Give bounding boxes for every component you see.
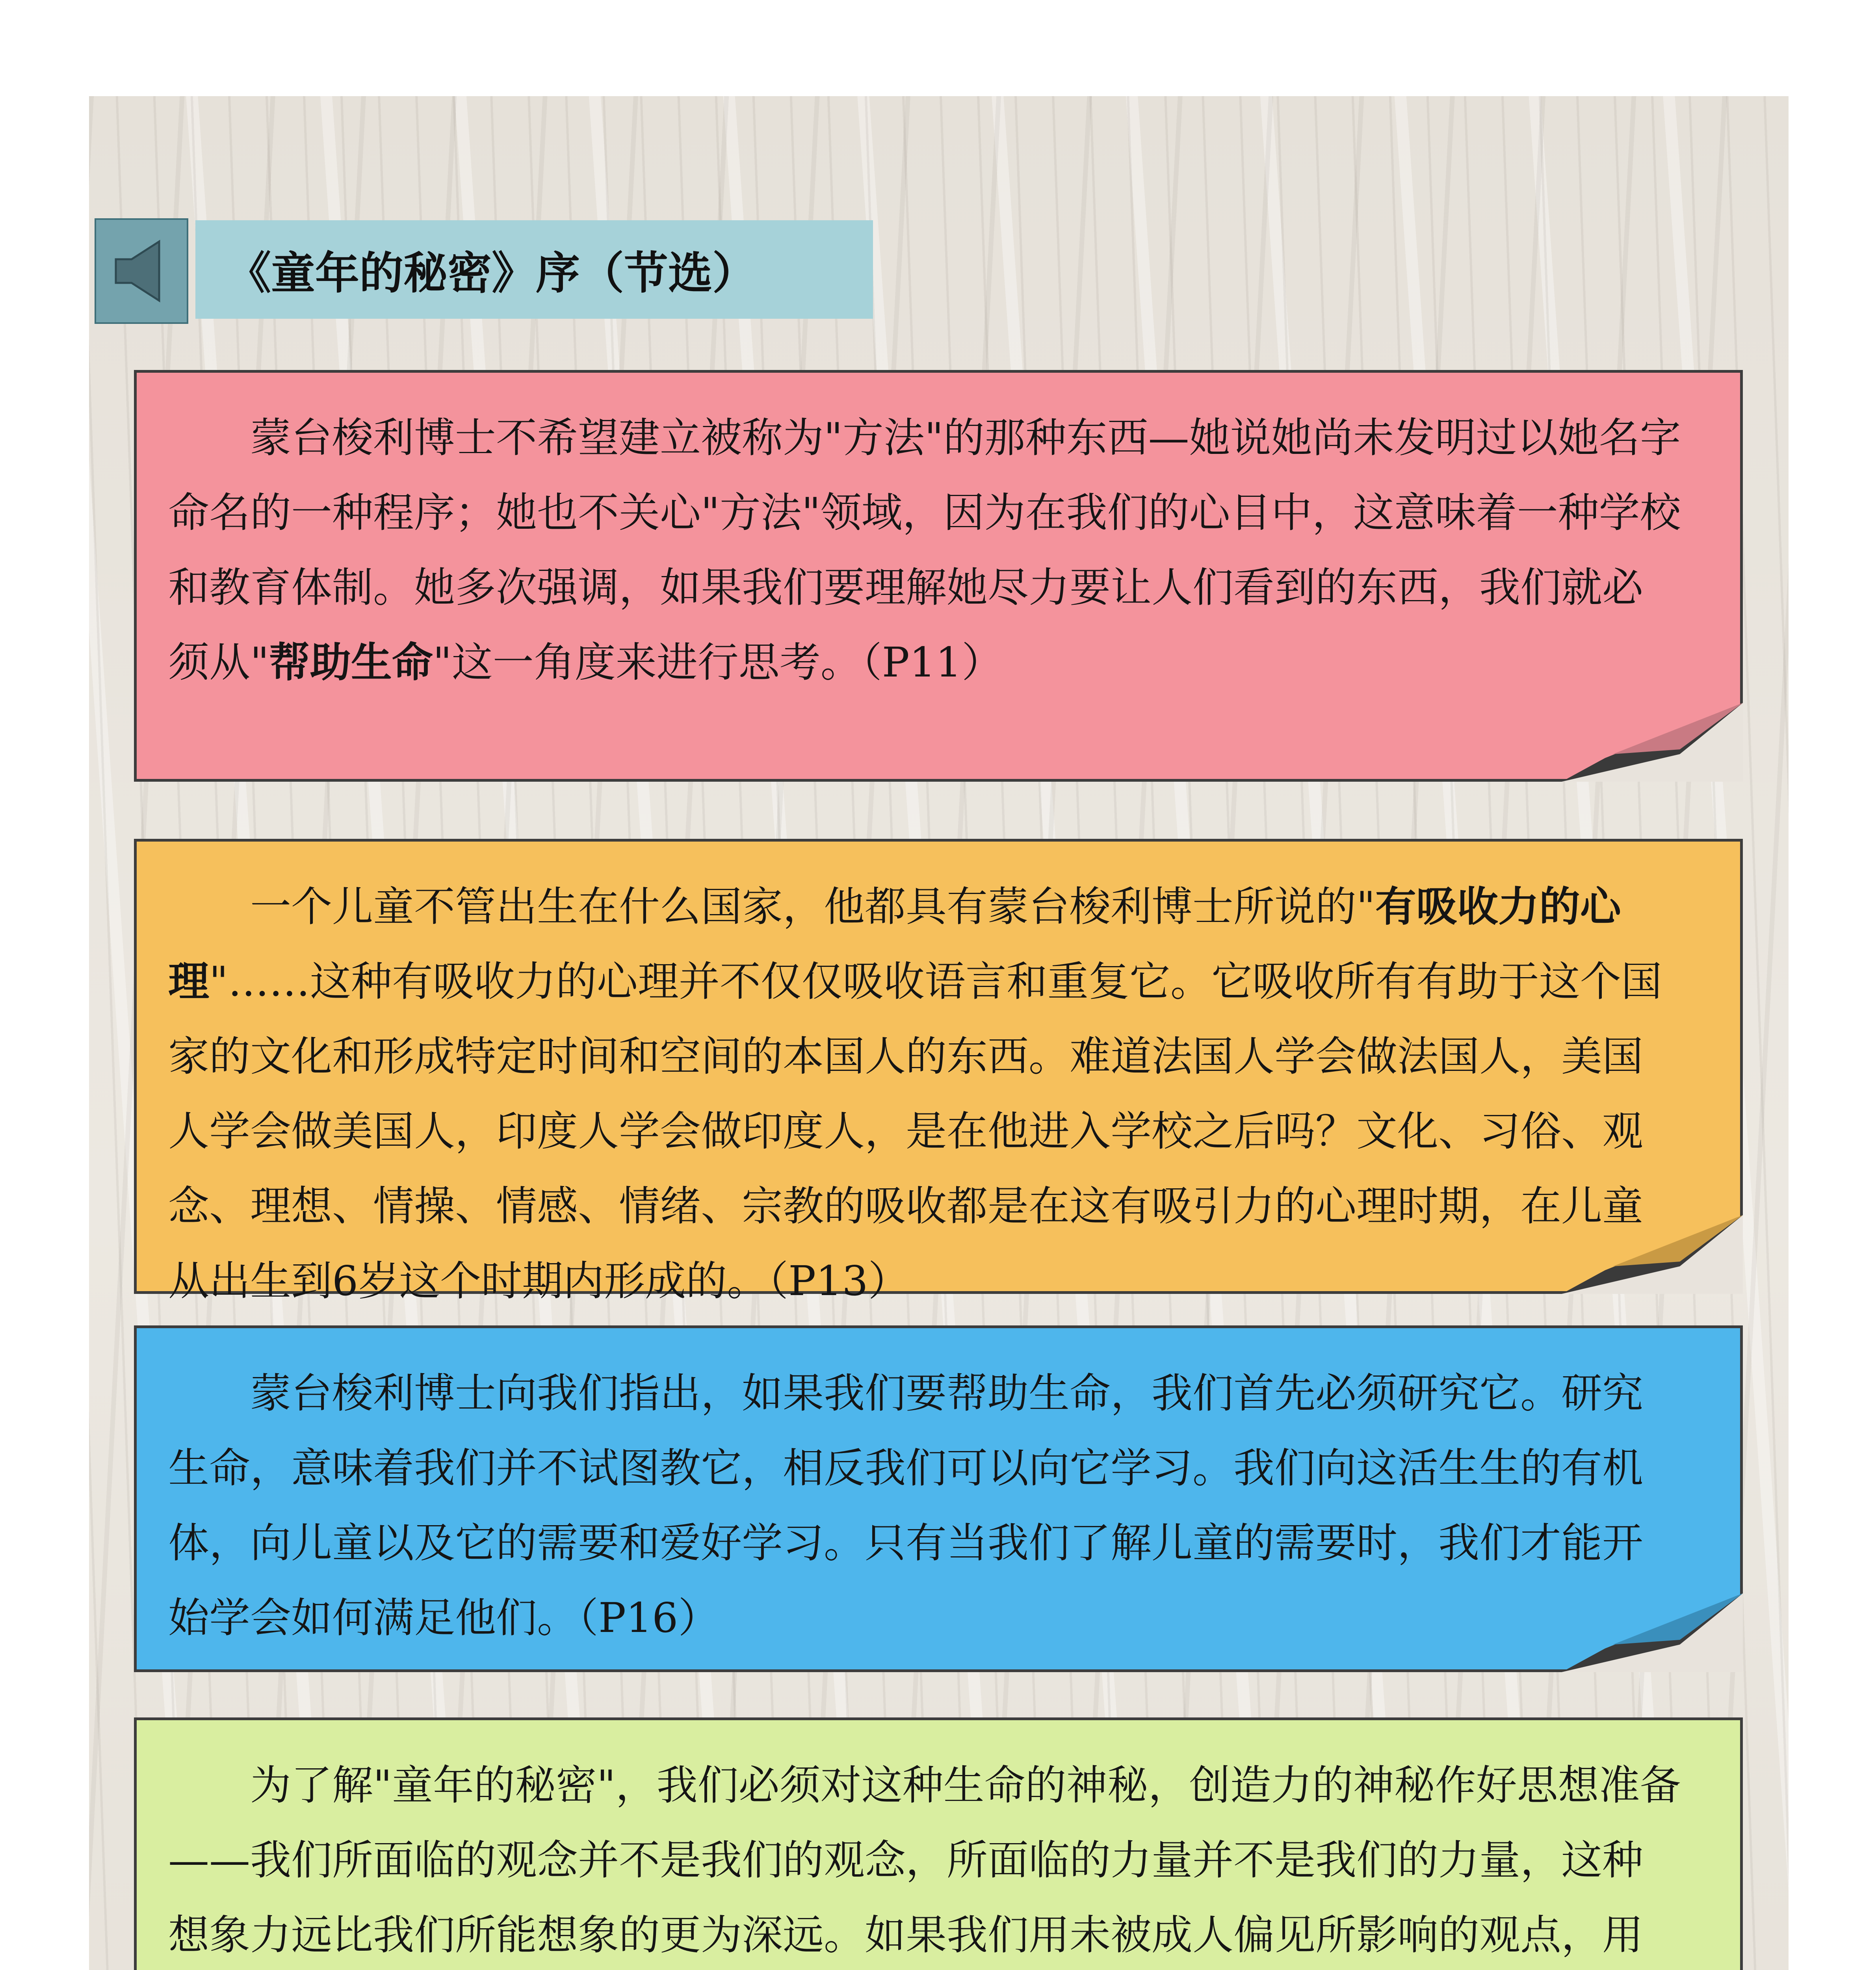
excerpt-text-2: 一个儿童不管出生在什么国家，他都具有蒙台梭利博士所说的"有吸收力的心理"……这种有吸收力的心理并不仅仅吸收语言和重复它。它吸收所有有助于这个国家的文化和形成特定时间和空间的本国人的东西。难道法国人学会做法国人，美国人学会做美国人，印度人学会做印度人，是在他进入学校之后吗？文化、习俗、观念、理想、情操、情感、情绪、宗教的吸收都是在这有吸引力的心理时期，在儿童从出生到6岁这个时期内形成的。（P13） xyxy=(168,882,1662,1305)
excerpt-text-3: 蒙台梭利博士向我们指出，如果我们要帮助生命，我们首先必须研究它。研究生命，意味着我们并不试图教它，相反我们可以向它学习。我们向这活生生的有机体，向儿童以及它的需要和爱好学习。只有当我们了解儿童的需要时，我们才能开始学会如何满足他们。（P16） xyxy=(168,1369,1644,1642)
excerpt-card-4 xyxy=(134,1717,1743,1970)
page-curl-icon xyxy=(1562,703,1743,782)
speaker-icon xyxy=(112,238,171,305)
page-curl-icon xyxy=(1562,1593,1743,1672)
excerpt-card-3 xyxy=(134,1325,1743,1672)
excerpt-text-4: 为了解"童年的秘密"，我们必须对这种生命的神秘，创造力的神秘作好思想准备——我们所面临的观念并不是我们的观念，所面临的力量并不是我们的力量，这种想象力远比我们所能想象的更为深远。如果我们用未被成人偏见所影响的观点，用 xyxy=(168,1761,1681,1959)
page-background xyxy=(89,96,1789,1970)
excerpt-card-2 xyxy=(134,839,1743,1305)
page-curl-icon xyxy=(1562,1215,1743,1294)
excerpt-card-1 xyxy=(134,370,1743,782)
header-icon-box xyxy=(95,218,188,324)
page-title: 《童年的秘密》序（节选） xyxy=(227,247,756,299)
excerpt-text-1: 蒙台梭利博士不希望建立被称为"方法"的那种东西—她说她尚未发明过以她名字命名的一种程序；她也不关心"方法"领域，因为在我们的心目中，这意味着一种学校和教育体制。她多次强调，如果我们要理解她尽力要让人们看到的东西，我们就必须从"帮助生命"这一角度来进行思考。（P11） xyxy=(168,414,1681,686)
title-banner xyxy=(195,220,873,319)
